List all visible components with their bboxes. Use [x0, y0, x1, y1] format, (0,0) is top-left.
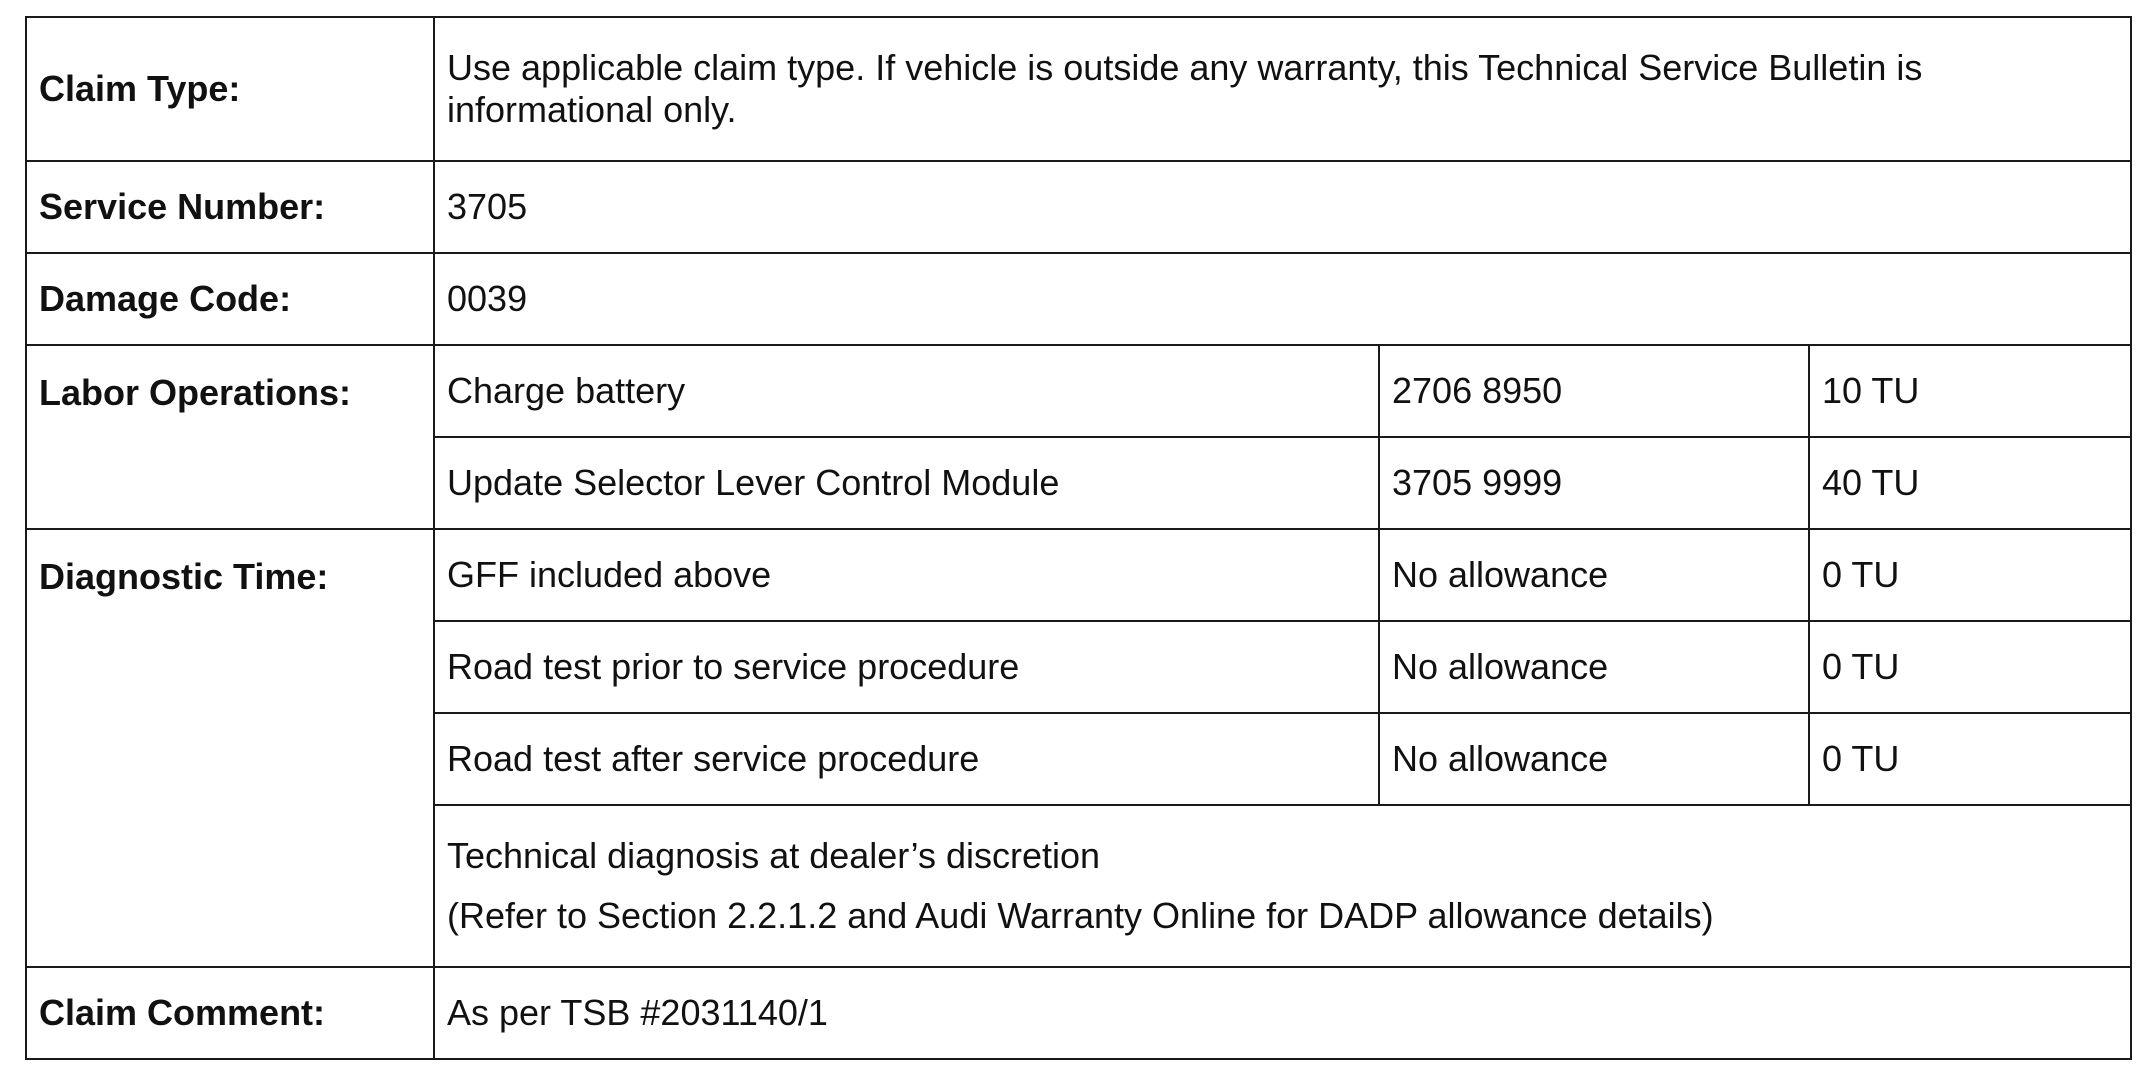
diagnostic-note: [434, 805, 2131, 967]
diagnostic-time-row: [26, 529, 2131, 621]
damage-code-row: [26, 253, 2131, 345]
labor-operation-time: 40 TU: [1809, 437, 2131, 529]
diagnostic-item-allowance: No allowance: [1379, 621, 1809, 713]
claim-type-row: [26, 17, 2131, 161]
diagnostic-item-time: 0 TU: [1809, 529, 2131, 621]
claim-comment-value: As per TSB #2031140/1: [434, 967, 2131, 1059]
claim-type-value: Use applicable claim type. If vehicle is outside any warranty, this Technical Service Bulletin is informational only.: [434, 17, 2131, 161]
damage-code-label: Damage Code:: [26, 253, 434, 345]
diagnostic-item-description: Road test after service procedure: [434, 713, 1379, 805]
diagnostic-item-allowance: No allowance: [1379, 713, 1809, 805]
claim-comment-label: Claim Comment:: [26, 967, 434, 1059]
labor-operation-time: 10 TU: [1809, 345, 2131, 437]
service-number-value: 3705: [434, 161, 2131, 253]
labor-operation-code: 2706 8950: [1379, 345, 1809, 437]
labor-operation-code: 3705 9999: [1379, 437, 1809, 529]
diagnostic-item-time: 0 TU: [1809, 713, 2131, 805]
diagnostic-note-line-2: (Refer to Section 2.2.1.2 and Audi Warranty Online for DADP allowance details): [447, 895, 1714, 936]
diagnostic-note-line-1: Technical diagnosis at dealer’s discretion: [447, 834, 1101, 876]
labor-operation-row: [26, 345, 2131, 437]
diagnostic-item-description: GFF included above: [434, 529, 1379, 621]
labor-operations-label: Labor Operations:: [26, 345, 434, 529]
diagnostic-item-description: Road test prior to service procedure: [434, 621, 1379, 713]
labor-operation-description: Charge battery: [434, 345, 1379, 437]
diagnostic-item-time: 0 TU: [1809, 621, 2131, 713]
service-number-label: Service Number:: [26, 161, 434, 253]
labor-operation-description: Update Selector Lever Control Module: [434, 437, 1379, 529]
claim-type-label: Claim Type:: [26, 17, 434, 161]
claim-comment-row: [26, 967, 2131, 1059]
diagnostic-item-allowance: No allowance: [1379, 529, 1809, 621]
warranty-claim-table: [25, 16, 2132, 1060]
service-number-row: [26, 161, 2131, 253]
damage-code-value: 0039: [434, 253, 2131, 345]
diagnostic-time-label: Diagnostic Time:: [26, 529, 434, 967]
